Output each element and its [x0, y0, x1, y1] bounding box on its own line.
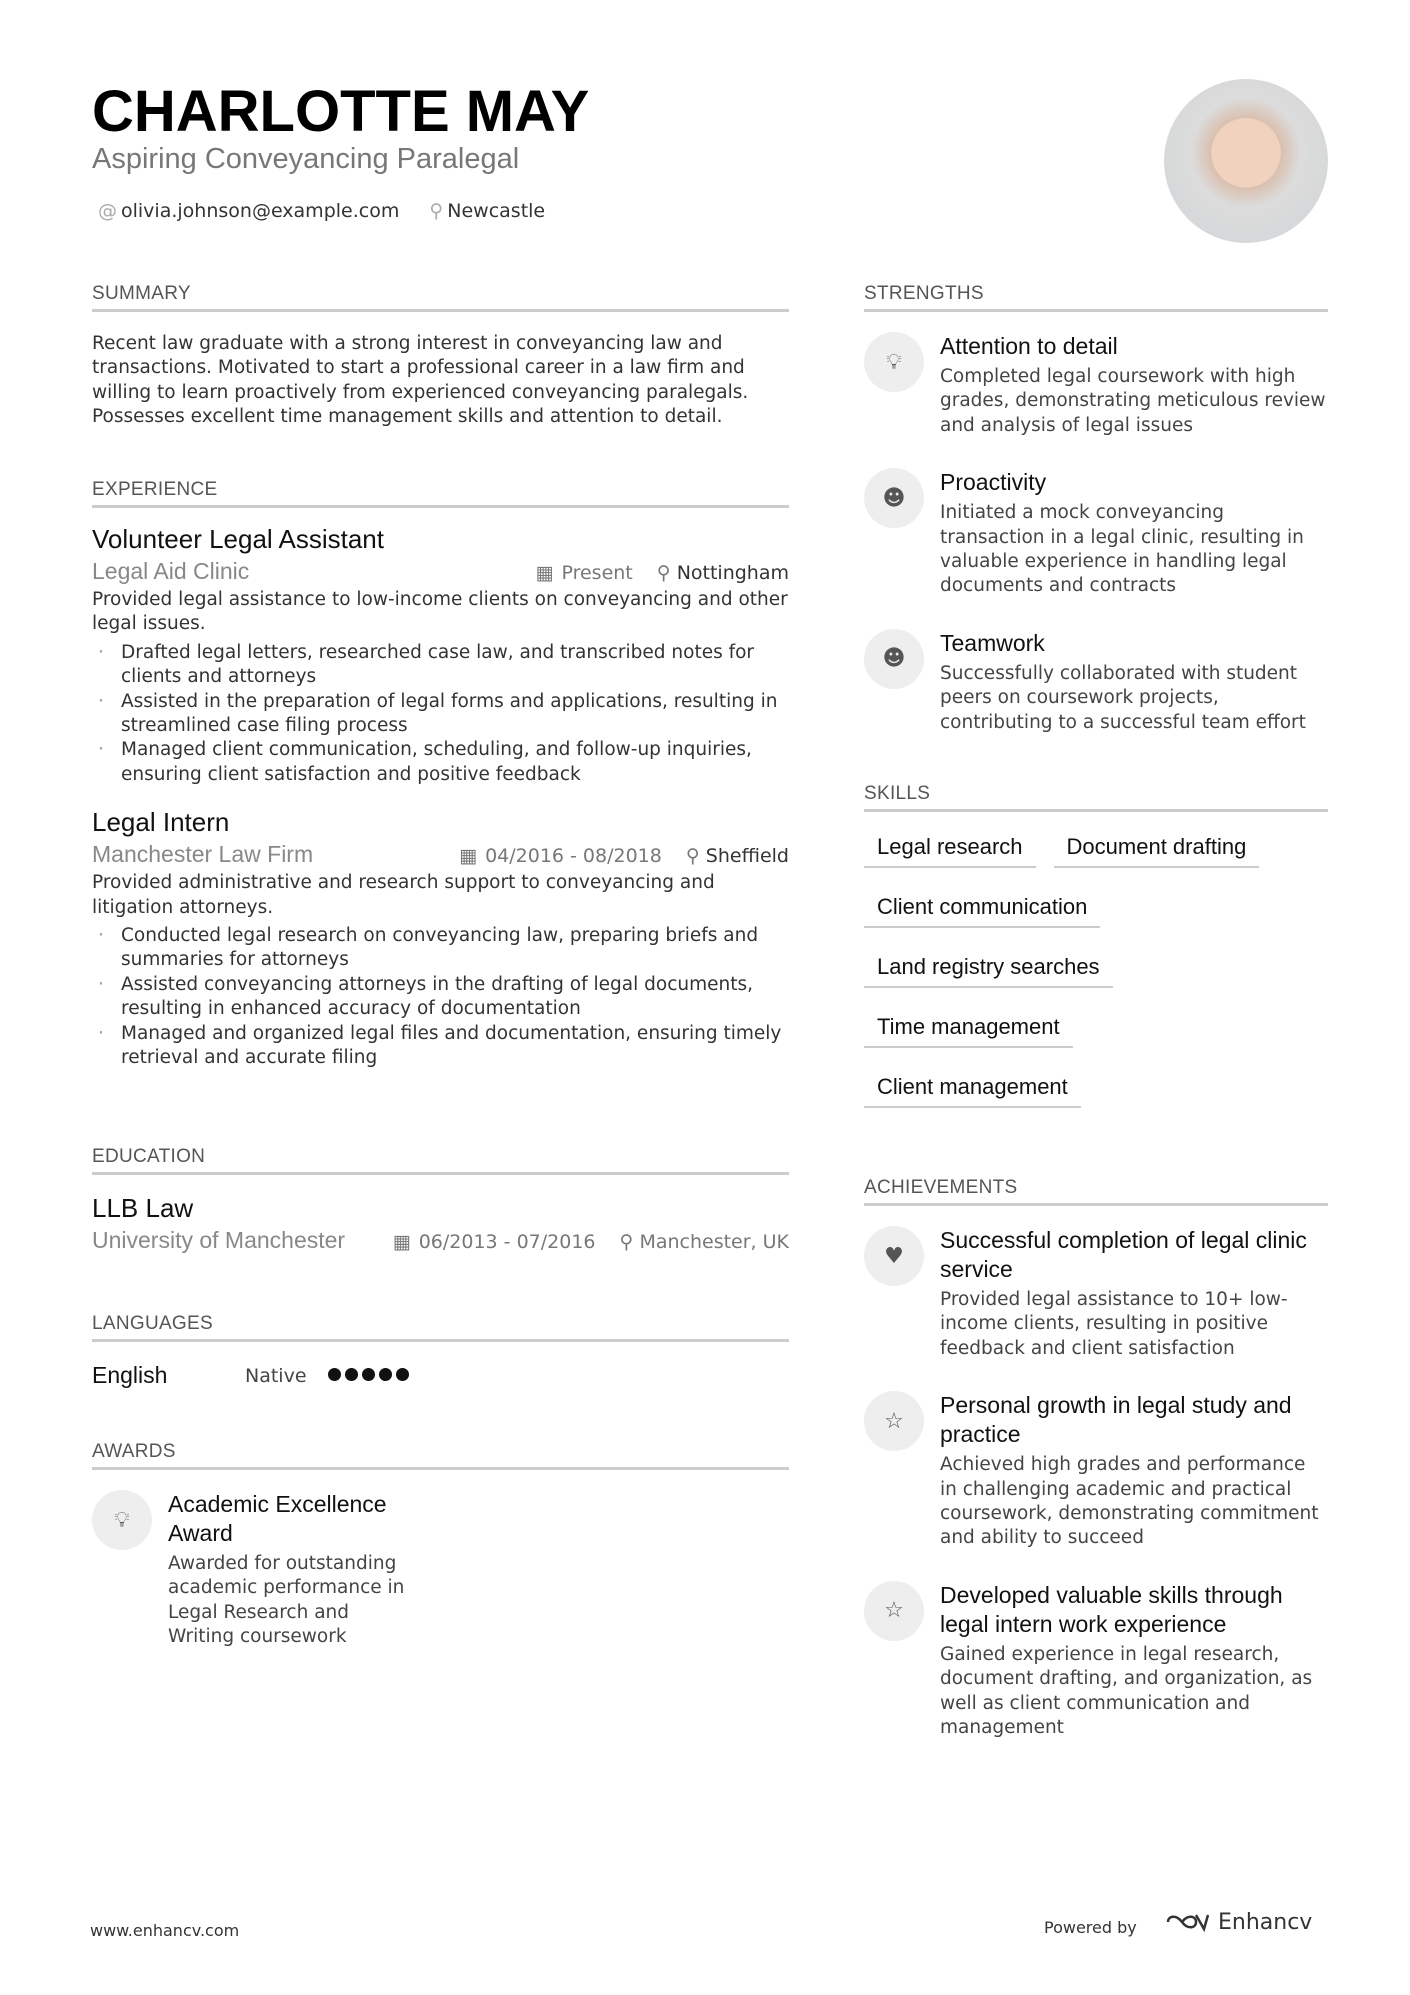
bullet: · Conducted legal research on conveyancing law, preparing briefs and summaries for attorneys — [92, 924, 789, 973]
bullet: · Managed client communication, scheduling, and follow-up inquiries, ensuring client satisfaction and positive feedback — [92, 738, 789, 787]
skill-tag: Land registry searches — [864, 946, 1113, 988]
enhancv-logo-icon — [1164, 1909, 1210, 1935]
achievement-item — [864, 1391, 1328, 1551]
bullet: · Managed and organized legal files and documentation, ensuring timely retrieval and accurate filing — [92, 1022, 789, 1071]
job-location: Sheffield — [705, 845, 789, 868]
school: University of Manchester — [92, 1227, 346, 1253]
section-heading: SKILLS — [864, 783, 1328, 812]
job-description: Provided administrative and research support to conveyancing and litigation attorneys. — [92, 872, 715, 918]
achievement-description: Achieved high grades and performance in challenging academic and practical coursework, demonstrating commitment and ability to succeed — [940, 1454, 1319, 1549]
skills-section — [864, 783, 1328, 1126]
heart-icon: ♥ — [864, 1226, 924, 1286]
edu-location: Manchester, UK — [639, 1231, 789, 1253]
calendar-icon: ▦ — [535, 562, 554, 584]
achievement-description: Provided legal assistance to 10+ low-income clients, resulting in positive feedback and client satisfaction — [940, 1289, 1288, 1359]
strength-item — [864, 332, 1328, 438]
job-location: Nottingham — [676, 562, 789, 584]
achievement-item — [864, 1226, 1328, 1361]
bullet: · Drafted legal letters, researched case law, and transcribed notes for clients and attorneys — [92, 641, 789, 690]
candidate-name: CHARLOTTE MAY — [92, 79, 590, 144]
location-pin-icon: ⚲ — [685, 845, 700, 868]
job-entry — [92, 522, 789, 787]
strength-title: Teamwork — [940, 629, 1045, 656]
star-icon: ☆ — [864, 1391, 924, 1451]
email[interactable] — [98, 200, 399, 222]
candidate-title: Aspiring Conveyancing Paralegal — [92, 143, 520, 175]
strength-title: Attention to detail — [940, 333, 1118, 359]
skill-tag: Document drafting — [1054, 826, 1260, 868]
section-heading: LANGUAGES — [92, 1313, 789, 1342]
achievement-title: Personal growth in legal study and practice — [940, 1392, 1292, 1448]
email-text: olivia.johnson@example.com — [121, 200, 400, 222]
strengths-section — [864, 283, 1328, 765]
section-heading: ACHIEVEMENTS — [864, 1177, 1328, 1206]
skill-tag: Client communication — [864, 886, 1100, 928]
strength-item — [864, 629, 1328, 735]
location-pin-icon: ⚲ — [656, 562, 671, 584]
job-description: Provided legal assistance to low-income clients on conveyancing and other legal issues. — [92, 589, 788, 635]
award-description: Awarded for outstanding academic performance in Legal Research and Writing coursework — [168, 1553, 405, 1648]
strength-item — [864, 468, 1328, 599]
skill-tag: Legal research — [864, 826, 1036, 868]
strength-title: Proactivity — [940, 469, 1047, 496]
section-heading: EXPERIENCE — [92, 479, 789, 508]
job-entry — [92, 805, 789, 1070]
star-icon: ☆ — [864, 1581, 924, 1641]
head-icon: ☻ — [864, 468, 924, 528]
lightbulb-icon: 💡︎ — [864, 332, 924, 392]
strength-description: Successfully collaborated with student peers on coursework projects, contributing to a successful team effort — [940, 662, 1306, 733]
summary-text: Recent law graduate with a strong interest in conveyancing law and transactions. Motivated to start a professional career in a law firm and willing to learn proactively from experienced conveyancing paralegals. Possesses excellent time management skills and attention to detail. — [92, 333, 749, 428]
contact-info — [98, 200, 545, 222]
awards-section — [92, 1441, 789, 1680]
languages-section — [92, 1313, 789, 1389]
achievement-title: Developed valuable skills through legal intern work experience — [940, 1581, 1283, 1637]
section-heading: SUMMARY — [92, 283, 789, 312]
company: Legal Aid Clinic — [92, 558, 250, 584]
degree: LLB Law — [92, 1193, 194, 1223]
achievement-title: Successful completion of legal clinic service — [940, 1227, 1307, 1282]
enhancv-logo — [1164, 1909, 1312, 1935]
strength-description: Initiated a mock conveyancing transaction in a legal clinic, resulting in valuable experience in handling legal documents and contracts — [940, 502, 1304, 597]
language-rating — [328, 1366, 413, 1385]
achievement-description: Gained experience in legal research, document drafting, and organization, as well as client communication and management — [940, 1643, 1313, 1739]
skill-tag: Client management — [864, 1066, 1081, 1108]
powered-by: Powered by — [1044, 1918, 1137, 1937]
section-heading: EDUCATION — [92, 1146, 789, 1175]
location — [429, 200, 545, 222]
strength-description: Completed legal coursework with high grades, demonstrating meticulous review and analysis of legal issues — [940, 366, 1326, 436]
location-text: Newcastle — [447, 200, 546, 222]
section-heading: AWARDS — [92, 1441, 789, 1470]
location-pin-icon: ⚲ — [429, 200, 444, 222]
edu-date: 06/2013 - 07/2016 — [418, 1231, 596, 1253]
bullet: · Assisted conveyancing attorneys in the drafting of legal documents, resulting in enhanced accuracy of documentation — [92, 973, 789, 1022]
bullet: · Assisted in the preparation of legal forms and applications, resulting in streamlined case filing process — [92, 690, 789, 739]
education-section — [92, 1146, 789, 1257]
lightbulb-icon: 💡︎ — [92, 1490, 152, 1550]
achievement-item — [864, 1581, 1328, 1741]
summary-section — [92, 283, 789, 430]
footer-url[interactable]: www.enhancv.com — [90, 1921, 240, 1940]
achievements-section — [864, 1177, 1328, 1770]
section-heading: STRENGTHS — [864, 283, 1328, 312]
head-icon: ☻ — [864, 629, 924, 689]
calendar-icon: ▦ — [459, 845, 478, 868]
brand-name: Enhancv — [1218, 1909, 1313, 1935]
job-date: 04/2016 - 08/2018 — [485, 845, 662, 868]
job-date: Present — [561, 562, 633, 584]
experience-section — [92, 479, 789, 1071]
award-title: Academic Excellence Award — [168, 1491, 387, 1546]
calendar-icon: ▦ — [392, 1231, 411, 1253]
job-title: Legal Intern — [92, 807, 230, 838]
at-icon: @ — [98, 200, 117, 222]
award-item — [92, 1490, 789, 1650]
job-title: Volunteer Legal Assistant — [92, 524, 384, 554]
language-name: English — [92, 1362, 168, 1388]
language-level: Native — [245, 1364, 307, 1387]
skill-tag: Time management — [864, 1006, 1073, 1048]
avatar — [1164, 79, 1328, 243]
location-pin-icon: ⚲ — [619, 1231, 634, 1253]
company: Manchester Law Firm — [92, 841, 314, 868]
